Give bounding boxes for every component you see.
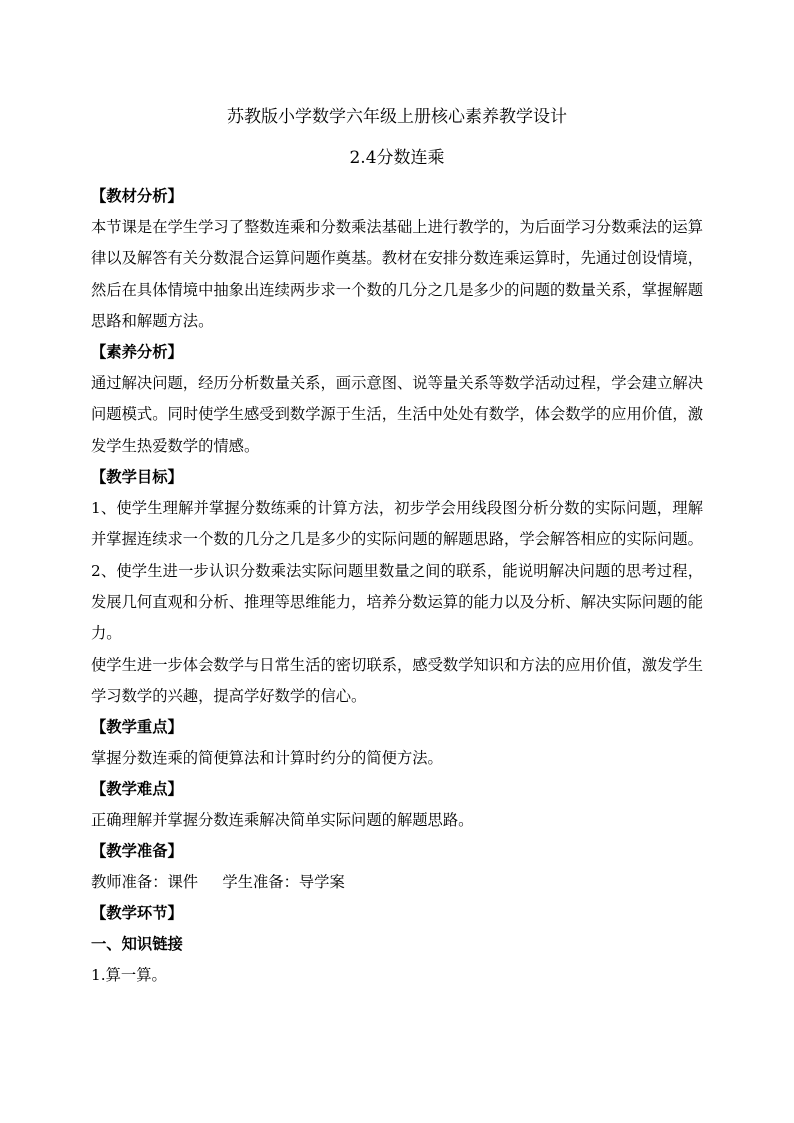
teaching-goal-1: 1、使学生理解并掌握分数练乘的计算方法，初步学会用线段图分析分数的实际问题，理解并掌握连续求一个数的几分之几是多少的实际问题的解题思路，学会解答相应的实际问题。 bbox=[91, 499, 703, 549]
section-heading-preparation: 【教学准备】 bbox=[91, 842, 183, 861]
section-heading-literacy-analysis: 【素养分析】 bbox=[91, 343, 183, 362]
teaching-goal-3: 使学生进一步体会数学与日常生活的密切联系，感受数学知识和方法的应用价值，激发学生学习数学的兴趣，提高学好数学的信心。 bbox=[91, 655, 703, 705]
section-heading-teaching-process: 【教学环节】 bbox=[91, 904, 183, 923]
section-heading-key-points: 【教学重点】 bbox=[91, 718, 183, 737]
section-heading-teaching-goals: 【教学目标】 bbox=[91, 468, 183, 487]
section-heading-textbook-analysis: 【教材分析】 bbox=[91, 187, 183, 205]
lesson-title: 2.4分数连乘 bbox=[349, 148, 445, 168]
textbook-analysis-text: 本节课是在学生学习了整数连乘和分数乘法基础上进行教学的，为后面学习分数乘法的运算律以及解答有关分数混合运算问题作奠基。教材在安排分数连乘运算时，先通过创设情境，然后在具体情境中抽象出连续两步求一个数的几分之几是多少的问题的数量关系，掌握解题思路和解题方法。 bbox=[91, 218, 703, 330]
teaching-goal-2: 2、使学生进一步认识分数乘法实际问题里数量之间的联系，能说明解决问题的思考过程，发展几何直观和分析、推理等思维能力，培养分数运算的能力以及分析、解决实际问题的能力。 bbox=[91, 561, 703, 643]
preparation-text: 教师准备：课件 学生准备：导学案 bbox=[91, 873, 345, 892]
process-item-1: 1.算一算。 bbox=[91, 966, 167, 985]
difficulties-text: 正确理解并掌握分数连乘解决简单实际问题的解题思路。 bbox=[91, 811, 474, 830]
section-heading-difficulties: 【教学难点】 bbox=[91, 780, 183, 799]
key-points-text: 掌握分数连乘的简便算法和计算时约分的简便方法。 bbox=[91, 749, 443, 768]
document-body bbox=[91, 181, 703, 991]
process-part-1-heading: 一、知识链接 bbox=[91, 935, 183, 954]
document-title: 苏教版小学数学六年级上册核心素养教学设计 bbox=[227, 107, 567, 127]
literacy-analysis-text: 通过解决问题，经历分析数量关系，画示意图、说等量关系等数学活动过程，学会建立解决问题模式。同时使学生感受到数学源于生活，生活中处处有数学，体会数学的应用价值，激发学生热爱数学的情感。 bbox=[91, 374, 703, 455]
